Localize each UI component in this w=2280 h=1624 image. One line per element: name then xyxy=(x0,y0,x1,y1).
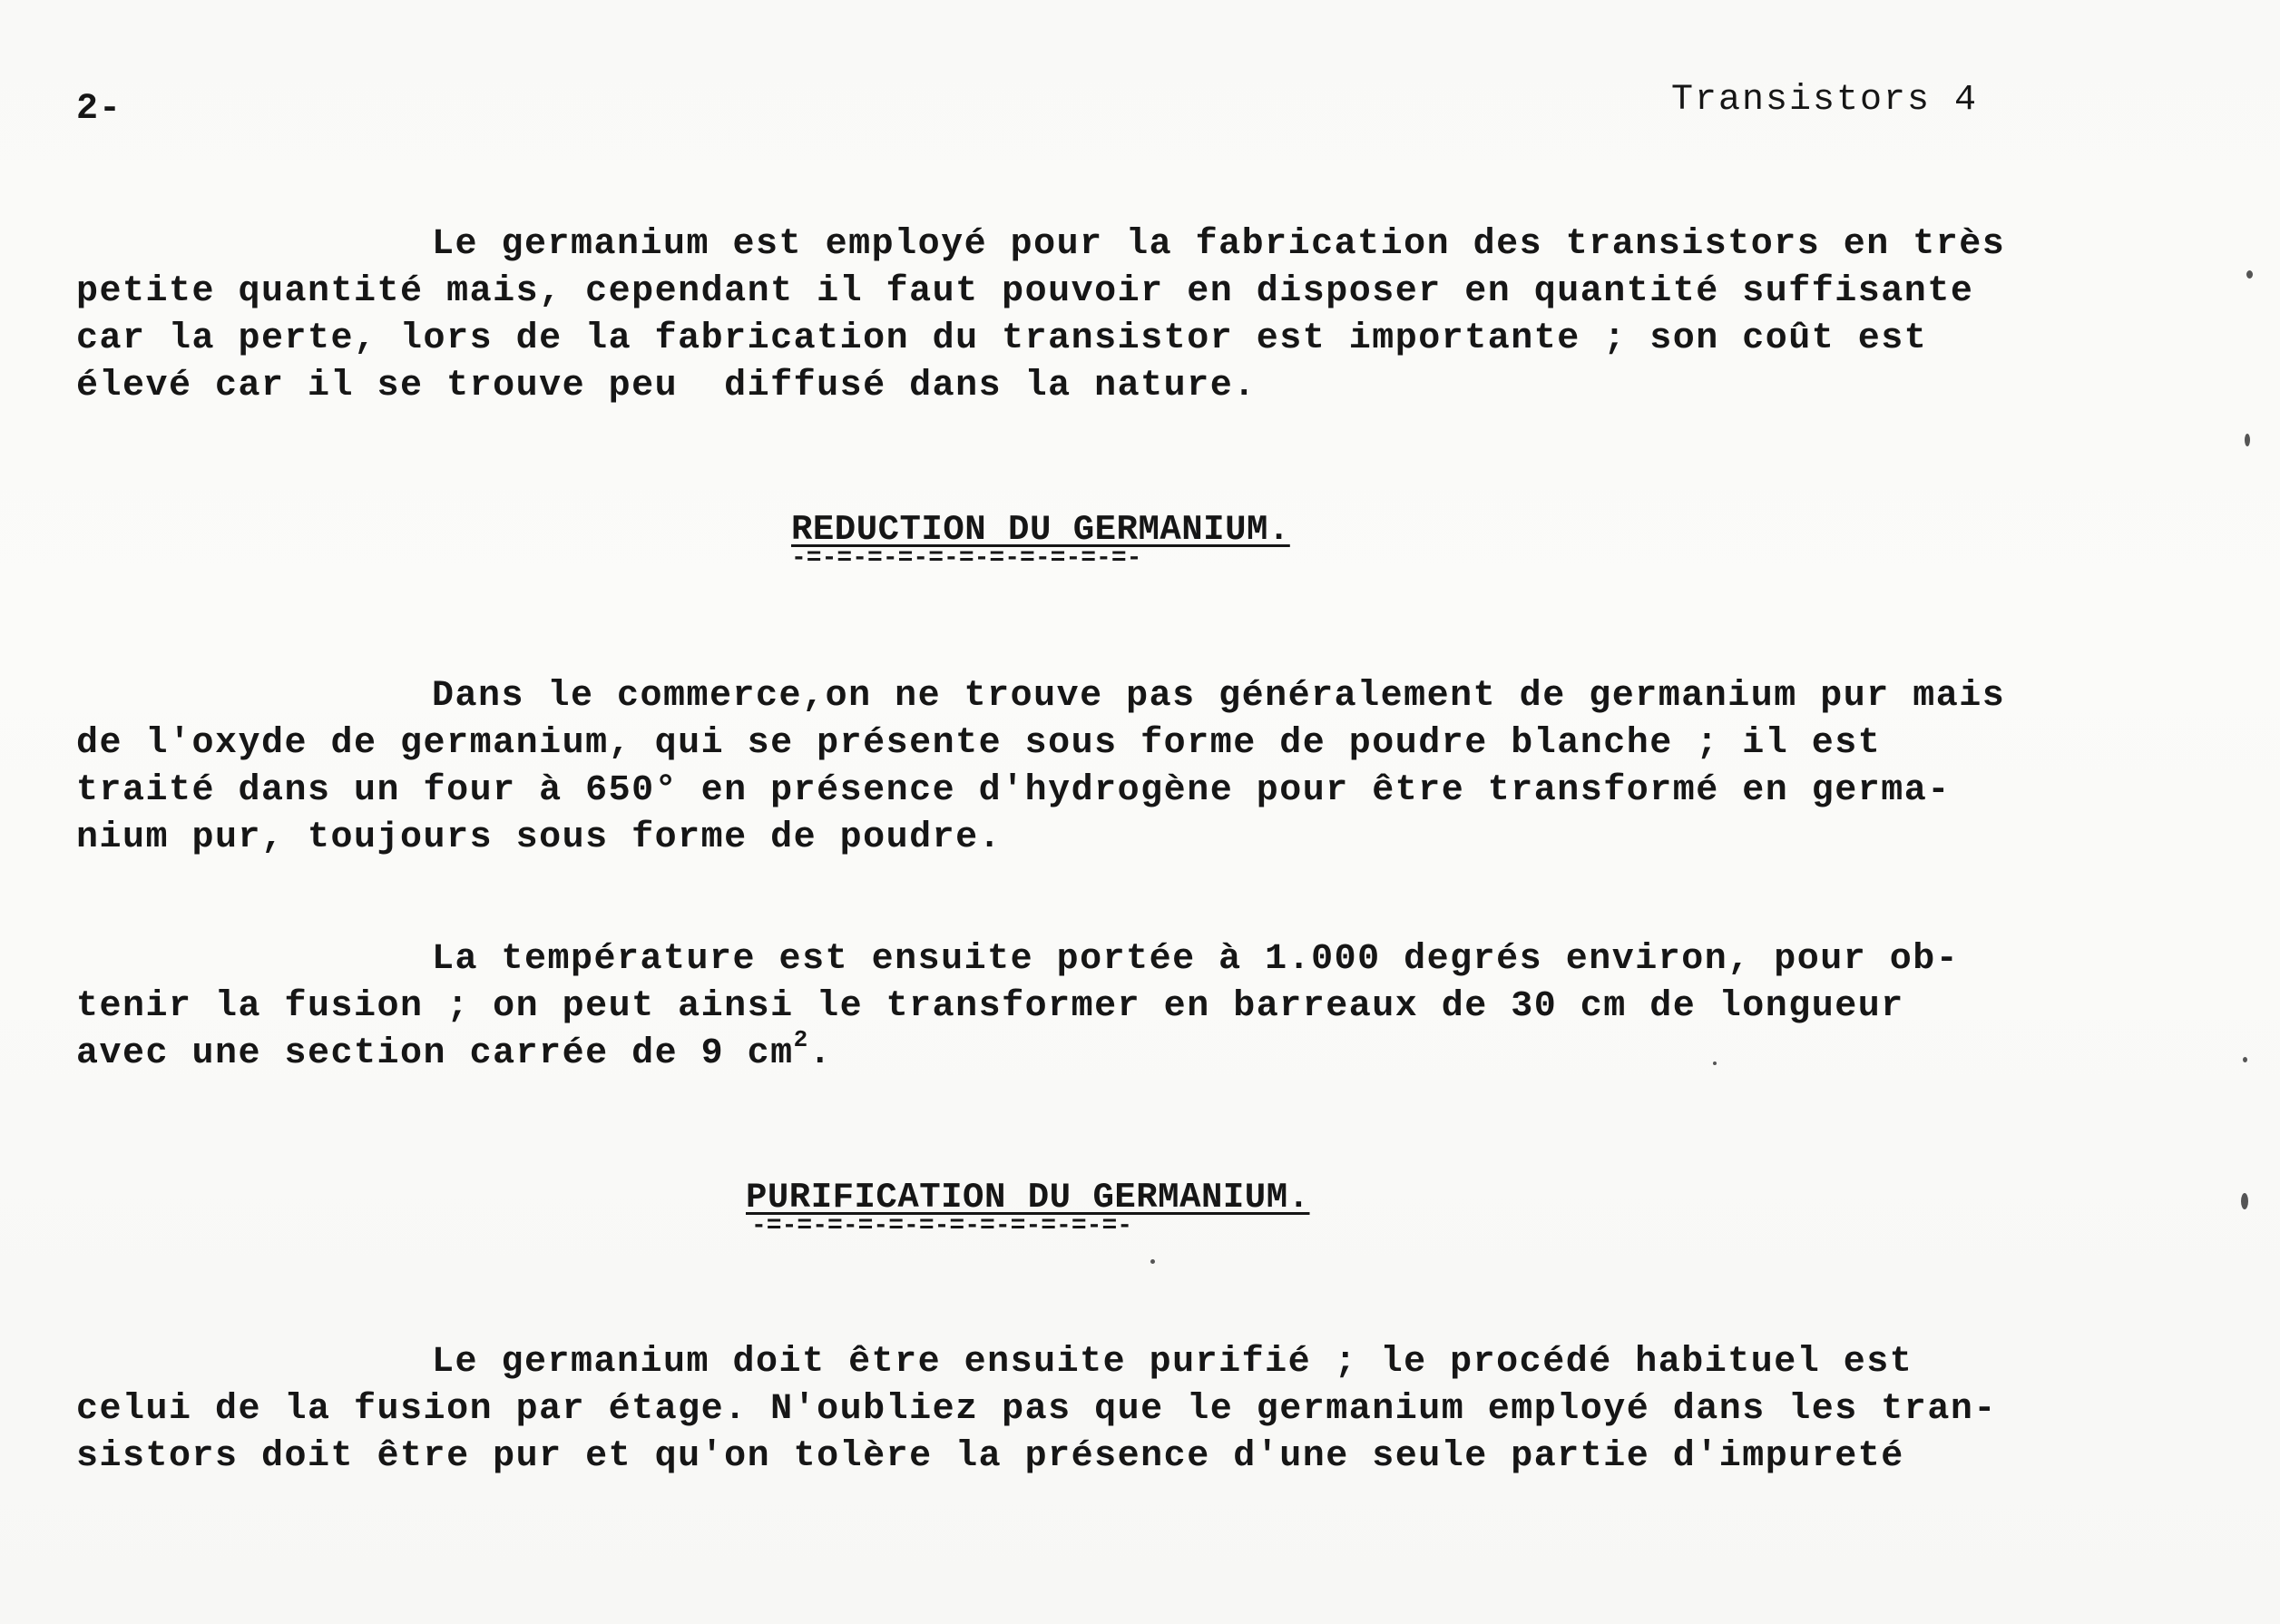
text-line: traité dans un four à 650° en présence d'hydrogène pour être transformé en germa- xyxy=(76,770,1951,811)
text-line: Le germanium doit être ensuite purifié ; le procédé habituel est xyxy=(432,1342,1913,1383)
scan-speck xyxy=(2245,434,2250,446)
text-line: car la perte, lors de la fabrication du transistor est importante ; son coût est xyxy=(76,318,1928,359)
text-line: de l'oxyde de germanium, qui se présente sous forme de poudre blanche ; il est xyxy=(76,723,1882,764)
text-line: nium pur, toujours sous forme de poudre. xyxy=(76,817,1003,858)
sentence-end: . xyxy=(808,1033,833,1074)
scan-speck xyxy=(1150,1259,1155,1264)
section-heading-purification: PURIFICATION DU GERMANIUM. xyxy=(746,1178,1310,1218)
page-header-title: Transistors 4 xyxy=(1671,80,1979,121)
purification-paragraph-1 xyxy=(76,1339,2099,1481)
page-number: 2- xyxy=(76,89,122,130)
section-heading-reduction: REDUCTION DU GERMANIUM. xyxy=(791,510,1290,550)
text-line: celui de la fusion par étage. N'oubliez pas que le germanium employé dans les tran- xyxy=(76,1389,1997,1430)
text-line: avec une section carrée de 9 cm xyxy=(76,1033,794,1074)
text-line: tenir la fusion ; on peut ainsi le transformer en barreaux de 30 cm de longueur xyxy=(76,986,1904,1027)
reduction-paragraph-1 xyxy=(76,673,2099,862)
text-line: sistors doit être pur et qu'on tolère la présence d'une seule partie d'impureté xyxy=(76,1436,1904,1477)
text-line: La température est ensuite portée à 1.000 degrés environ, pour ob- xyxy=(432,939,1960,980)
text-line: Le germanium est employé pour la fabrication des transistors en très xyxy=(432,224,2006,265)
reduction-paragraph-2 xyxy=(76,936,2099,1078)
scan-speck xyxy=(2241,1193,2248,1209)
text-line: Dans le commerce,on ne trouve pas généralement de germanium pur mais xyxy=(432,676,2006,717)
heading-decoration: -=-=-=-=-=-=-=-=-=-=-=-=- xyxy=(751,1212,1133,1240)
text-line: petite quantité mais, cependant il faut pouvoir en disposer en quantité suffisante xyxy=(76,271,1974,312)
text-line-with-exponent xyxy=(76,1026,2099,1078)
exponent: 2 xyxy=(793,1026,809,1053)
heading-decoration: -=-=-=-=-=-=-=-=-=-=-=- xyxy=(791,544,1142,572)
intro-paragraph xyxy=(76,221,2099,410)
scan-speck xyxy=(2246,270,2253,279)
text-line: élevé car il se trouve peu diffusé dans la nature. xyxy=(76,366,1257,406)
scan-speck xyxy=(2243,1057,2247,1062)
